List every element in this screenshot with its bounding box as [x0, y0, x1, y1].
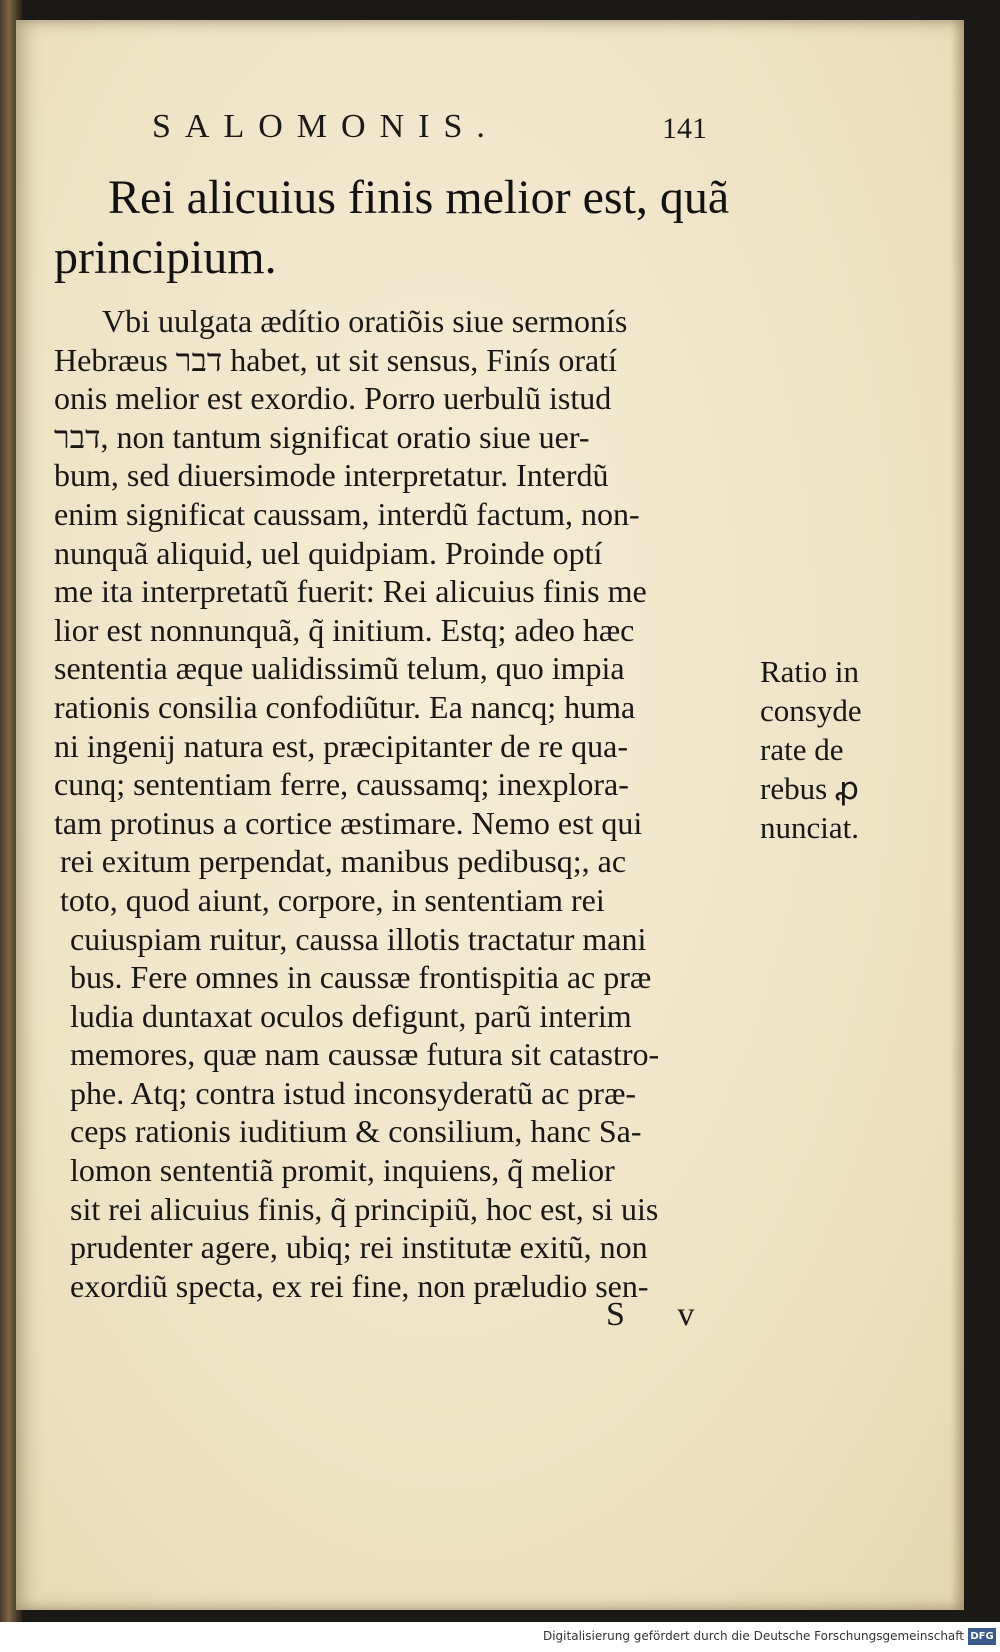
body-line: exordiũ specta, ex rei fine, non præludio sen-: [70, 1267, 649, 1304]
running-head: SALOMONIS.: [152, 108, 499, 145]
body-line: ni ingenij natura est, præcipitanter de re qua-: [54, 727, 629, 764]
body-line: sit rei alicuius finis, q̃ principiũ, hoc est, si uis: [70, 1190, 659, 1227]
marginal-note-line: Ratio in: [760, 654, 860, 689]
dfg-logo: DFG: [968, 1628, 996, 1645]
body-line: bum, sed diuersimode interpretatur. Interdũ: [54, 457, 609, 494]
signature-mark: S v: [606, 1296, 717, 1333]
body-line: phe. Atq; contra istud inconsyderatũ ac præ-: [70, 1074, 637, 1111]
footer-bar: [0, 1622, 1000, 1652]
main-text-column: [54, 168, 754, 1305]
body-line: sententia æque ualidissimũ telum, quo impia: [54, 650, 625, 687]
body-line: lior est nonnunquã, q̃ initium. Estq; adeo hæc: [54, 611, 635, 648]
body-line: rationis consilia confodiũtur. Ea nancq; huma: [54, 688, 636, 725]
marginal-note-line: rebus ꝓ: [760, 771, 859, 806]
marginal-note: [760, 652, 862, 847]
body-line: דבר, non tantum significat oratio siue uer-: [54, 418, 590, 455]
body-line: lomon sententiã promit, inquiens, q̃ melior: [70, 1152, 615, 1189]
chapter-heading: [54, 168, 754, 288]
funding-credit: Digitalisierung gefördert durch die Deutsche Forschungsgemeinschaft: [542, 1629, 964, 1643]
body-line: prudenter agere, ubiq; rei institutæ exitũ, non: [70, 1229, 648, 1266]
heading-line: Rei alicuius finis melior est, quã: [108, 171, 730, 224]
marginal-note-line: consyde: [760, 693, 862, 728]
marginal-note-line: rate de: [760, 732, 844, 767]
body-line: Hebræus דבר habet, ut sit sensus, Finís oratí: [54, 341, 617, 378]
page-number: 141: [662, 112, 707, 145]
body-paragraph: [54, 302, 754, 1305]
body-line: bus. Fere omnes in caussæ frontispitia ac præ: [70, 959, 652, 996]
body-line: onis melior est exordio. Porro uerbulũ istud: [54, 380, 612, 417]
body-line: memores, quæ nam caussæ futura sit catastro-: [70, 1036, 660, 1073]
body-line: me ita interpretatũ fuerit: Rei alicuius finis me: [54, 573, 647, 610]
body-line: rei exitum perpendat, manibus pedibusq;, ac: [60, 843, 627, 880]
body-line: toto, quod aiunt, corpore, in sententiam rei: [60, 881, 605, 918]
body-line: nunquã aliquid, uel quidpiam. Proinde optí: [54, 534, 603, 571]
body-line: cuiuspiam ruitur, caussa illotis tractatur mani: [70, 920, 647, 957]
body-line: Vbi uulgata ædítio oratiõis siue sermonís: [102, 303, 628, 339]
marginal-note-line: nunciat.: [760, 810, 859, 845]
body-line: ludia duntaxat oculos defigunt, parũ interim: [70, 997, 632, 1034]
page-gutter-shade: [950, 20, 964, 1610]
body-line: tam protinus a cortice æstimare. Nemo est qui: [54, 804, 643, 841]
body-line: enim significat caussam, interdũ factum, non-: [54, 495, 640, 532]
heading-line: principium.: [54, 231, 277, 284]
body-line: cunq; sententiam ferre, caussamq; inexplora-: [54, 766, 629, 803]
body-line: ceps rationis iuditium & consilium, hanc Sa-: [70, 1113, 642, 1150]
